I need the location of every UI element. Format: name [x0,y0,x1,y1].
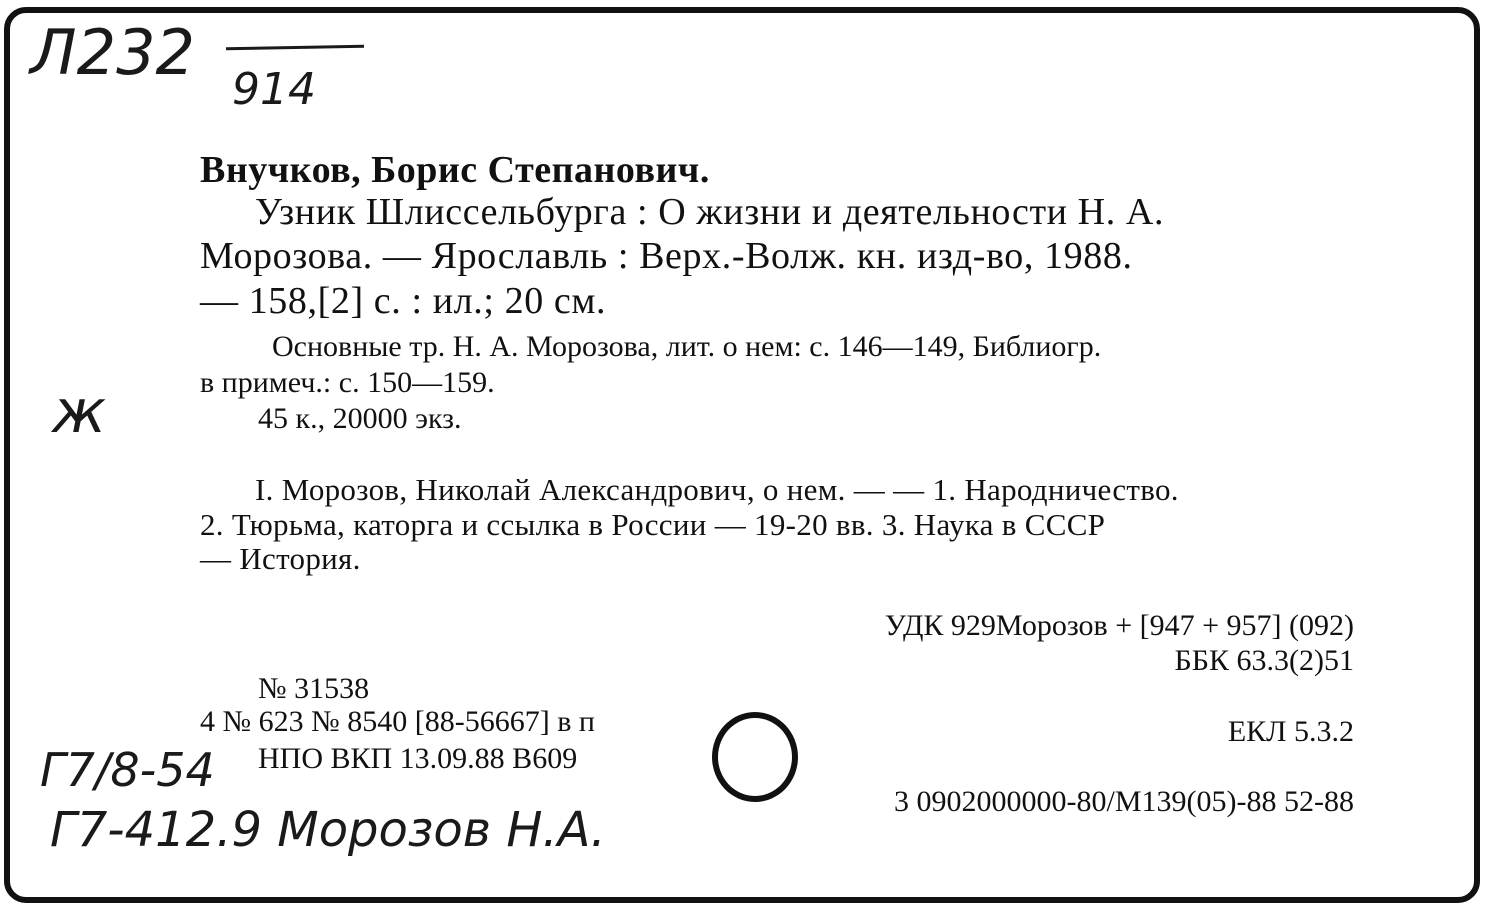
handwritten-mark: ж [52,377,107,447]
handwritten-code-2: Г7-412.9 Морозов Н.А. [50,802,606,858]
title-line-1: Узник Шлиссельбурга : О жизни и деятельности Н. А. [255,191,1165,233]
note-line-2: в примеч.: с. 150—159. [200,366,495,399]
title-line-3: — 158,[2] с. : ил.; 20 см. [200,280,607,322]
npo-line: НПО ВКП 13.09.88 В609 [258,742,578,775]
title-line-2: Морозова. — Ярославль : Верх.-Волж. кн. изд-во, 1988. [200,235,1133,277]
author-heading: Внучков, Борис Степанович. [200,149,710,191]
note-line-1: Основные тр. Н. А. Морозова, лит. о нем: с. 146—149, Библиогр. [272,330,1102,363]
handwritten-shelfmark: Л232 [30,16,195,89]
subjects-line-2: 2. Тюрьма, каторга и ссылка в России — 19-20 вв. 3. Наука в СССР [200,507,1106,542]
punch-hole [712,712,798,802]
handwritten-code-1: Г7/8-54 [40,743,215,797]
subjects-line-3: — История. [200,541,361,576]
ekl-code: ЕКЛ 5.3.2 [1227,715,1354,748]
print-order: 4 № 623 № 8540 [88-56667] в п [200,705,595,738]
price-line: 45 к., 20000 экз. [258,402,462,435]
handwritten-shelfmark-fraction: 914 [232,64,316,115]
subjects-line-1: I. Морозов, Николай Александрович, о нем. — — 1. Народничество. [255,472,1179,507]
card-number: № 31538 [258,672,370,705]
bbk-code: ББК 63.3(2)51 [1174,644,1354,677]
isbn-code: 3 0902000000-80/М139(05)-88 52-88 [894,785,1354,818]
udk-code: УДК 929Морозов + [947 + 957] (092) [884,609,1354,642]
